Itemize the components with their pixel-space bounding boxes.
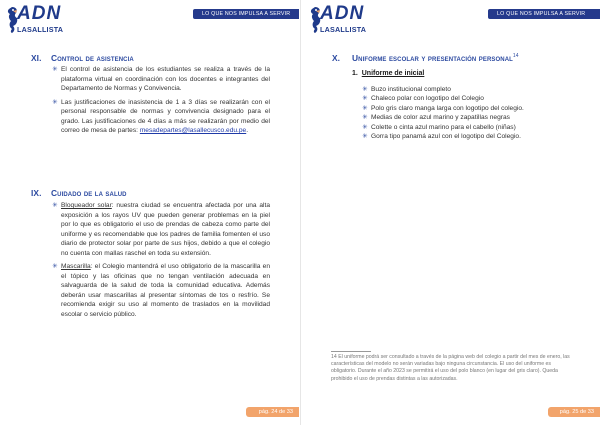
section-number: X. [332, 53, 341, 63]
adn-lasallista-logo [4, 3, 64, 37]
footnote-divider [331, 351, 371, 352]
subsection-title [352, 70, 424, 77]
list-item: ✳ Medias de color azul marino y zapatillas negras [362, 114, 510, 122]
uniform-list [362, 85, 582, 141]
logo-subtext: LASALLISTA [320, 25, 367, 34]
logo-text: ADN [17, 3, 62, 24]
list-item: ✳ Polo gris claro manga larga con logotipo del colegio. [362, 104, 524, 112]
list-item: ✳ Bloqueador solar: nuestra ciudad se encuentra afectada por una alta exposición a los rayos UV que pueden generar problemas en la piel por lo que es obligatorio el uso de prendas de cabeza como parte del uniforme y es recomendable que los padres de familia fomenten el uso diario de protector solar por parte de sus hijos, debido a que el colegio no cuenta con mallas raschel en toda su extensión. [52, 202, 270, 257]
footnote: 14 El uniforme podrá ser consultado a través de la página web del colegio a partir del mes de enero, las características del modelo no serán variadas bajo ninguna circunstancia. El uso del uniforme es obligatorio. Durante el año 2023 se permitirá el uso del polo blanco (en lugar del gris claro). Queda prohibido el uso de prendas distintas a las autorizadas. [331, 354, 570, 382]
page-number: pág. 25 de 33 [548, 407, 600, 417]
section-title-attendance [31, 53, 134, 63]
section-title-text: Control de asistencia [51, 53, 134, 63]
section-number: XI. [31, 53, 42, 63]
page-number: pág. 24 de 33 [246, 407, 299, 417]
logo-subtext: LASALLISTA [17, 25, 64, 34]
footnote-ref[interactable]: 14 [512, 53, 519, 59]
item-label: Bloqueador solar [61, 202, 112, 209]
item-label: Mascarilla [61, 263, 91, 270]
header-tag: LO QUE NOS IMPULSA A SERVIR [488, 9, 600, 19]
adn-lasallista-logo [307, 3, 367, 37]
list-item: ✳ Colette o cinta azul marino para el cabello (niñas) [362, 123, 516, 131]
section-title-text: Cuidado de la salud [51, 188, 127, 198]
list-item: ✳ Buzo institucional completo [362, 86, 451, 93]
list-item: ✳ Chaleco polar con logotipo del Colegio [362, 95, 484, 103]
logo-text: ADN [320, 3, 365, 24]
section-title-uniform [332, 53, 519, 63]
list-item: ✳ Mascarilla: el Colegio mantendrá el uso obligatorio de la mascarilla en el tópico y las oficinas que no tengan ventilación adecuada en salvaguarda de la salud de toda la comunidad educativa. Además deberán usar mascarillas al presentar síntomas de tos o resfrío. Se recomienda exigir su uso al momento de traslados en la movilidad escolar o servicio público. [52, 263, 270, 318]
section-title-health [31, 188, 127, 198]
section-title-text: Uniforme escolar y presentación personal [352, 53, 513, 63]
header-tag: LO QUE NOS IMPULSA A SERVIR [193, 9, 299, 19]
health-list [52, 201, 270, 323]
subsection-title-text: Uniforme de inicial [361, 70, 425, 77]
section-number: IX. [31, 188, 42, 198]
attendance-list [52, 65, 270, 140]
list-item: ✳ Las justificaciones de inasistencia de 1 a 3 días se realizarán con el personal responsable de normas y convivencia designado para el grado. Las justificaciones de 4 días a más se realizarán por medio del correo de mesa de partes: mesadepartes@lasallecusco.edu.pe. [52, 98, 270, 134]
list-item: ✳ Gorra tipo panamá azul con el logotipo del Colegio. [362, 133, 521, 141]
email-link[interactable]: mesadepartes@lasallecusco.edu.pe [139, 127, 247, 134]
subsection-number: 1. [352, 70, 358, 77]
list-item: ✳ El control de asistencia de los estudiantes se realiza a través de la plataforma virtual en coordinación con los docentes e integrantes del Departamento de Normas y Convivencia. [52, 66, 270, 92]
